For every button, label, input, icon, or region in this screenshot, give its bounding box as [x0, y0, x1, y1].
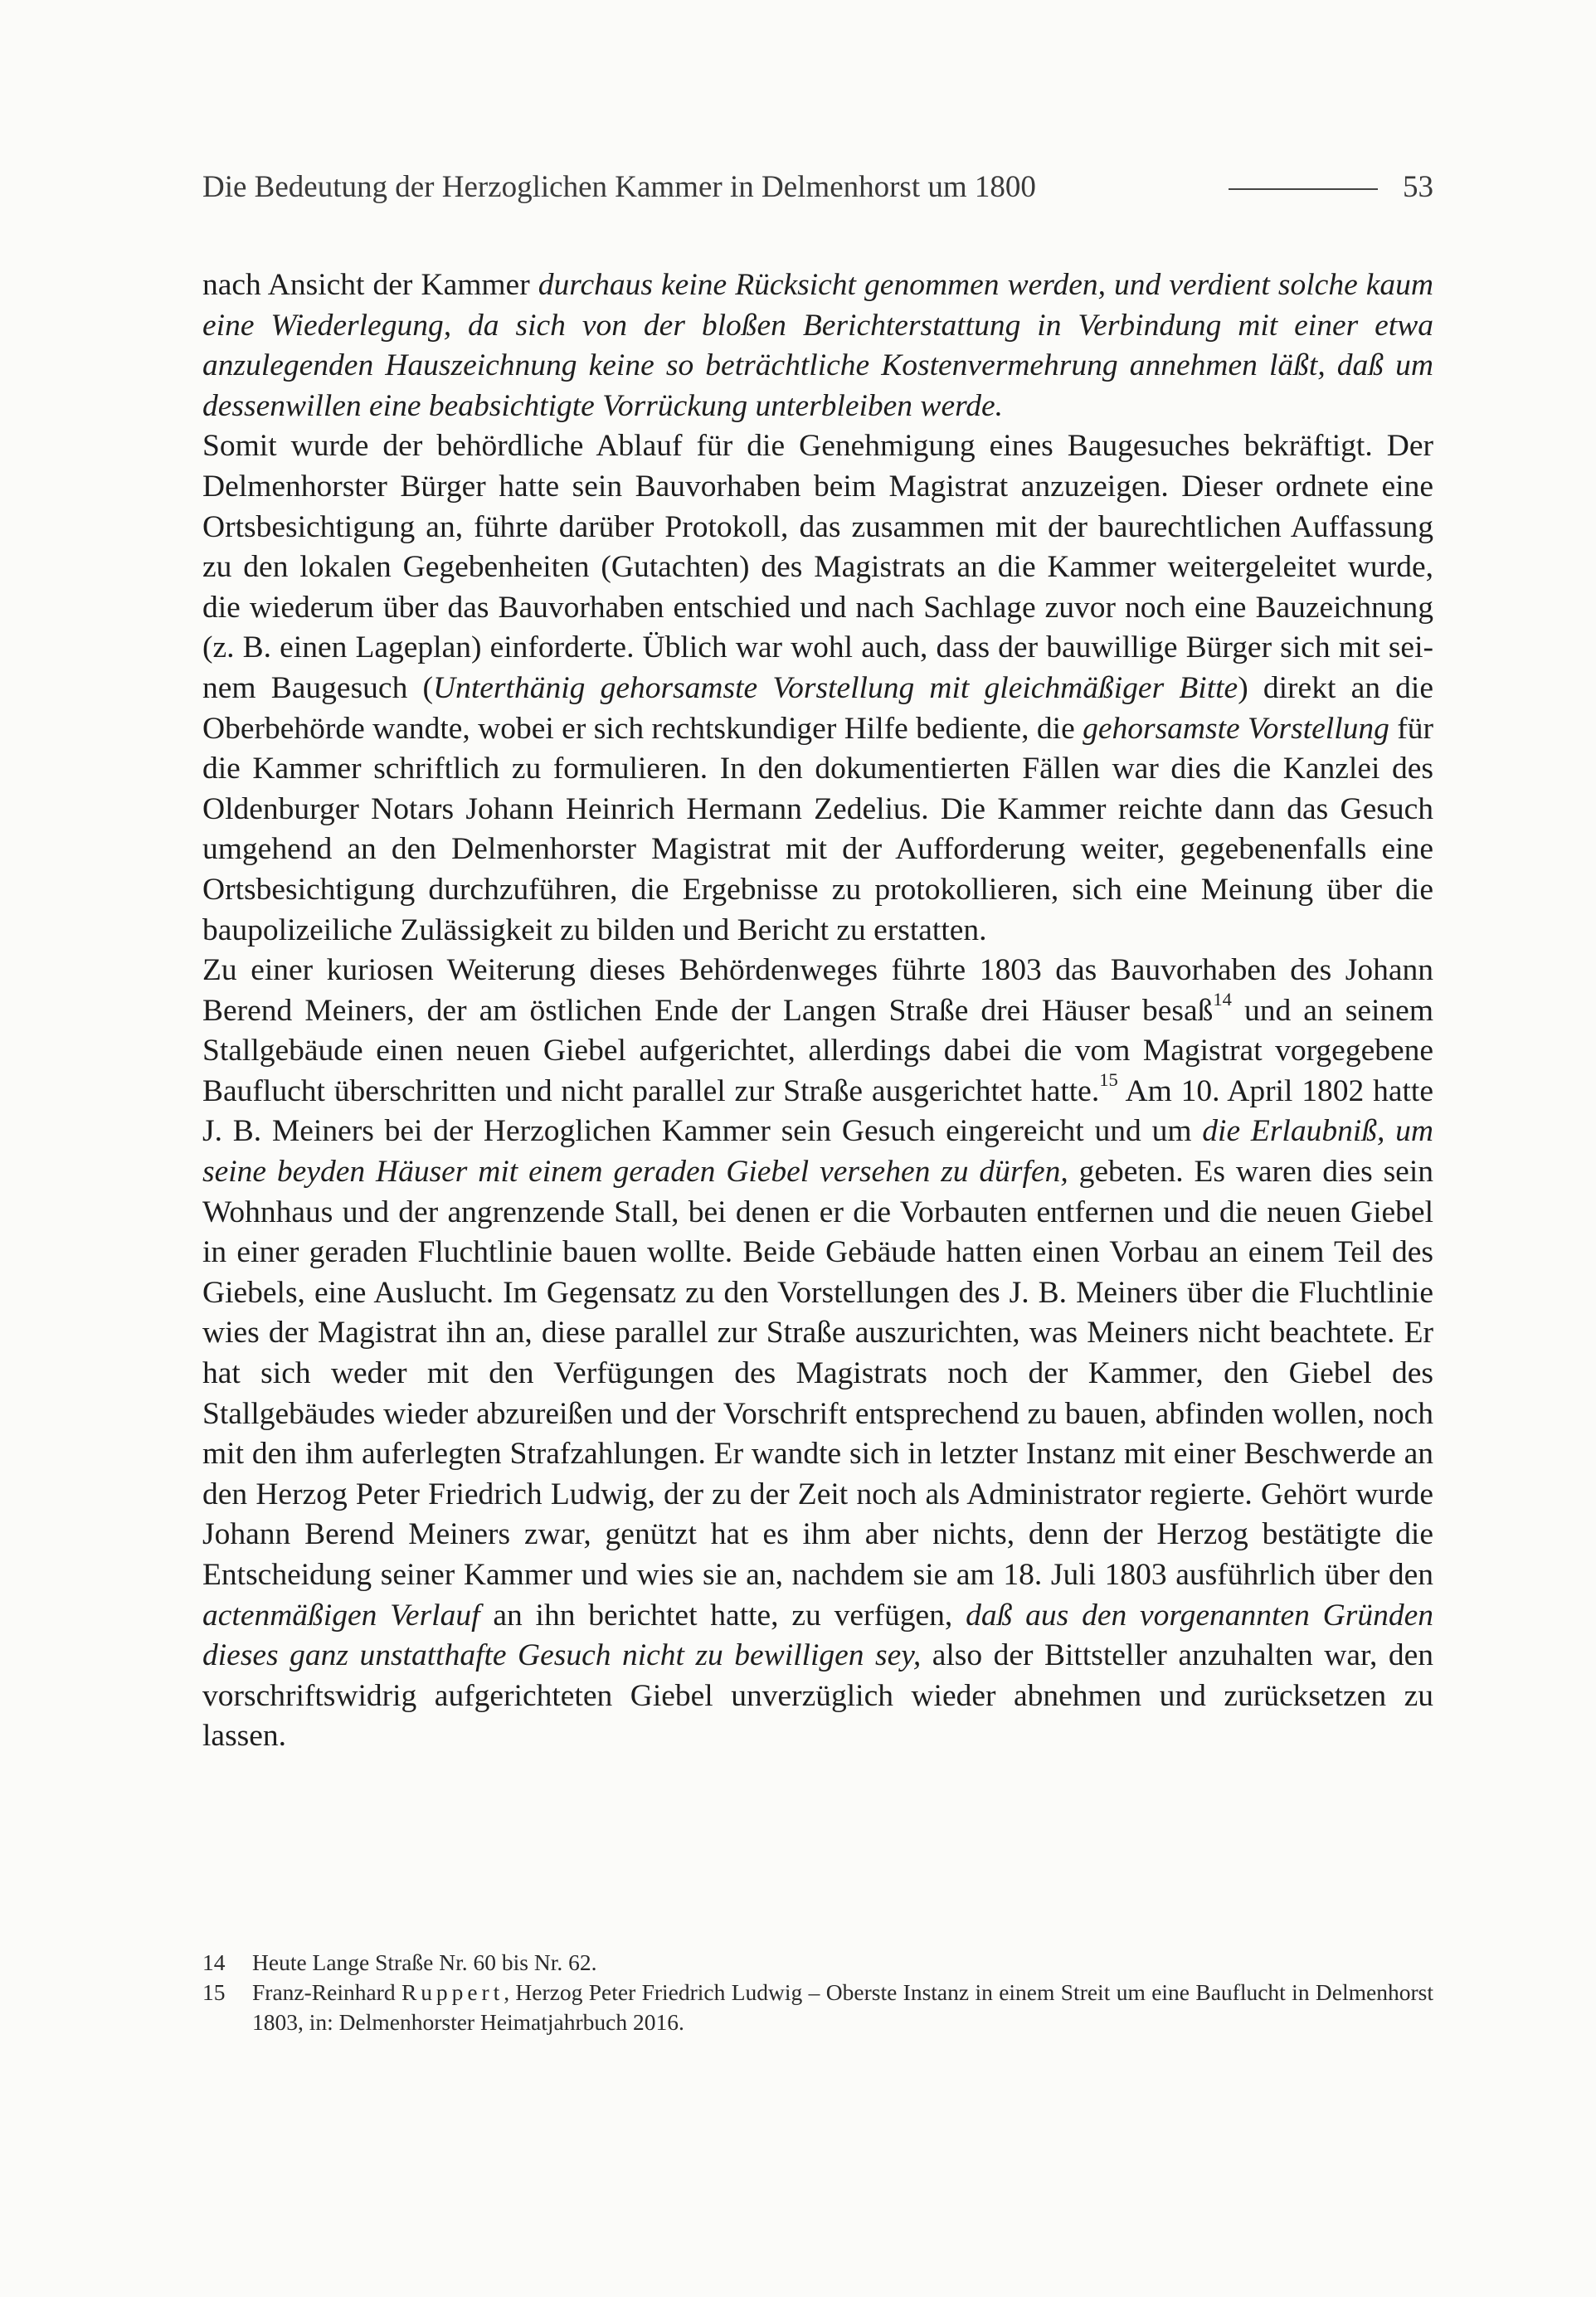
footnote-ref-15[interactable]: 15 [1099, 1068, 1118, 1090]
paragraph-3-text-d: gebeten. Es waren dies sein Wohnhaus und der angrenzende Stall, bei denen er die Vorbauten entfernen und die neuen Giebel in einer geraden Fluchtlinie bauen wollte. Beide Gebäude hatten einen Vorbau an einem Teil des Giebels, eine Auslucht. Im Gegensatz zu den Vorstellungen des J. B. Meiners über die Fluchtlinie wies der Magistrat ihn an, diese parallel zur Straße auszurichten, was Meiners nicht beachtete. Er hat sich weder mit den Verfügungen des Magistrats noch der Kammer, den Giebel des Stallgebäudes wieder abzureißen und der Vorschrift entsprechend zu bauen, abfinden wollen, noch mit den ihm auferlegten Strafzahlungen. Er wandte sich in letzter Instanz mit einer Beschwerde an den Herzog Peter Friedrich Ludwig, der zu der Zeit noch als Administrator regierte. Gehört wurde Johann Berend Meiners zwar, genützt hat es ihm aber nichts, denn der Herzog bestätigte die Entscheidung seiner Kammer und wies sie an, nachdem sie am 18. Juli 1803 ausführlich über den [202, 1155, 1433, 1592]
paragraph-2 [202, 426, 1433, 951]
paragraph-1-text: nach Ansicht der Kammer [202, 268, 538, 302]
quote-verlauf: actenmäßigen Verlauf [202, 1598, 480, 1633]
header-rule [1229, 188, 1378, 190]
running-header [202, 162, 1433, 212]
paragraph-3-text-f: also der Bittsteller anzuhalten war, den vorschriftswidrig aufgerichteten Giebel unverzüglich wieder abnehmen und zurücksetzen zu lassen. [202, 1638, 1433, 1754]
paragraph-3-text-b: und an seinem Stallgebäude einen neuen Giebel aufgerichtet, allerdings dabei die vom Magistrat vorgegebene Bauflucht überschritten und nicht parallel zur Straße ausgerichtet hatte. [202, 993, 1433, 1108]
footnote-author-last: Ruppert [401, 1979, 504, 2005]
footnote-citation: , Herzog Peter Friedrich Ludwig – Oberste Instanz in einem Streit um eine Bauflucht in Delmenhorst 1803, in: Delmenhorster Heimatjahrbuch 2016. [252, 1979, 1433, 2035]
footnote-14 [202, 1948, 1433, 1978]
quote-gehorsamste: gehorsamste Vorstellung [1083, 711, 1389, 746]
page-number: 53 [1403, 169, 1433, 204]
footnote-author-first: Franz-Reinhard [252, 1979, 401, 2005]
quote-gesuch: daß aus den vorgenannten Gründen dieses ganz unstatthafte Gesuch nicht zu bewilligen sey, [202, 1598, 1433, 1673]
footnote-number: 14 [202, 1949, 226, 1975]
quote-kammer: durchaus keine Rücksicht genommen werden, und verdient solche kaum eine Wiederlegung, da sich von der bloßen Berichterstattung in Verbindung mit einer etwa anzulegenden Hauszeichnung keine so beträchtliche Kostenvermehrung annehmen läßt, daß um dessenwillen eine beabsichtigte Vorrückung unterbleiben werde. [202, 268, 1434, 423]
paragraph-2-text-c: für die Kammer schriftlich zu formulieren. In den dokumentierten Fällen war dies die Kanzlei des Oldenburger Notars Johann Heinrich Hermann Zedelius. Die Kammer reichte dann das Gesuch umgehend an den Delmenhorster Magistrat mit der Aufforderung weiter, gegebenenfalls eine Ortsbesichtigung durchzuführen, die Ergebnisse zu protokollieren, sich eine Meinung über die baupolizeiliche Zulässigkeit zu bilden und Bericht zu erstatten. [202, 711, 1433, 947]
quote-vorstellung: Unterthänig gehorsamste Vorstellung mit gleichmäßiger Bitte [433, 670, 1238, 705]
footnote-number: 15 [202, 1979, 226, 2005]
paragraph-1 [202, 265, 1433, 426]
quote-erlaubniss: die Erlaubniß, um seine beyden Häuser mit einem geraden Giebel versehen zu dürfen, [202, 1114, 1433, 1190]
paragraph-2-text-a: Somit wurde der behördliche Ablauf für die Genehmigung eines Baugesuches bekräftigt. Der Delmenhorster Bürger hatte sein Bauvorhaben beim Magistrat anzuzeigen. Dieser ordnete eine Ortsbesichtigung an, führte darüber Protokoll, das zusammen mit der baurechtlichen Auffassung zu den lokalen Gegebenheiten (Gutachten) des Magistrats an die Kammer weitergeleitet wurde, die wiederum über das Bauvorhaben entschied und nach Sachlage zuvor noch eine Bauzeichnung (z. B. einen Lageplan) einforderte. Üblich war wohl auch, dass der bauwillige Bürger sich mit seinem Baugesuch ( [202, 429, 1433, 705]
paragraph-2-text-b: ) direkt an die Oberbehörde wandte, wobei er sich rechtskundiger Hilfe bediente, die [202, 670, 1433, 746]
paragraph-3-text-c: Am 10. April 1802 hatte J. B. Meiners bei der Herzoglichen Kammer sein Gesuch eingereicht und um [202, 1073, 1433, 1149]
paragraph-3 [202, 951, 1433, 1757]
footnote-text [252, 1978, 1433, 2037]
footnote-15 [202, 1978, 1433, 2037]
footnotes [202, 1948, 1433, 2037]
main-text [202, 265, 1433, 1757]
paragraph-3-text-a: Zu einer kuriosen Weiterung dieses Behördenweges führte 1803 das Bauvorhaben des Johann Berend Meiners, der am östlichen Ende der Langen Straße drei Häuser besaß [202, 953, 1433, 1028]
footnote-text: Heute Lange Straße Nr. 60 bis Nr. 62. [252, 1949, 597, 1975]
paragraph-3-text-e: an ihn berichtet hatte, zu verfügen, [479, 1598, 966, 1633]
footnote-ref-14[interactable]: 14 [1213, 988, 1232, 1010]
running-title: Die Bedeutung der Herzoglichen Kammer in Delmenhorst um 1800 [202, 169, 1036, 204]
